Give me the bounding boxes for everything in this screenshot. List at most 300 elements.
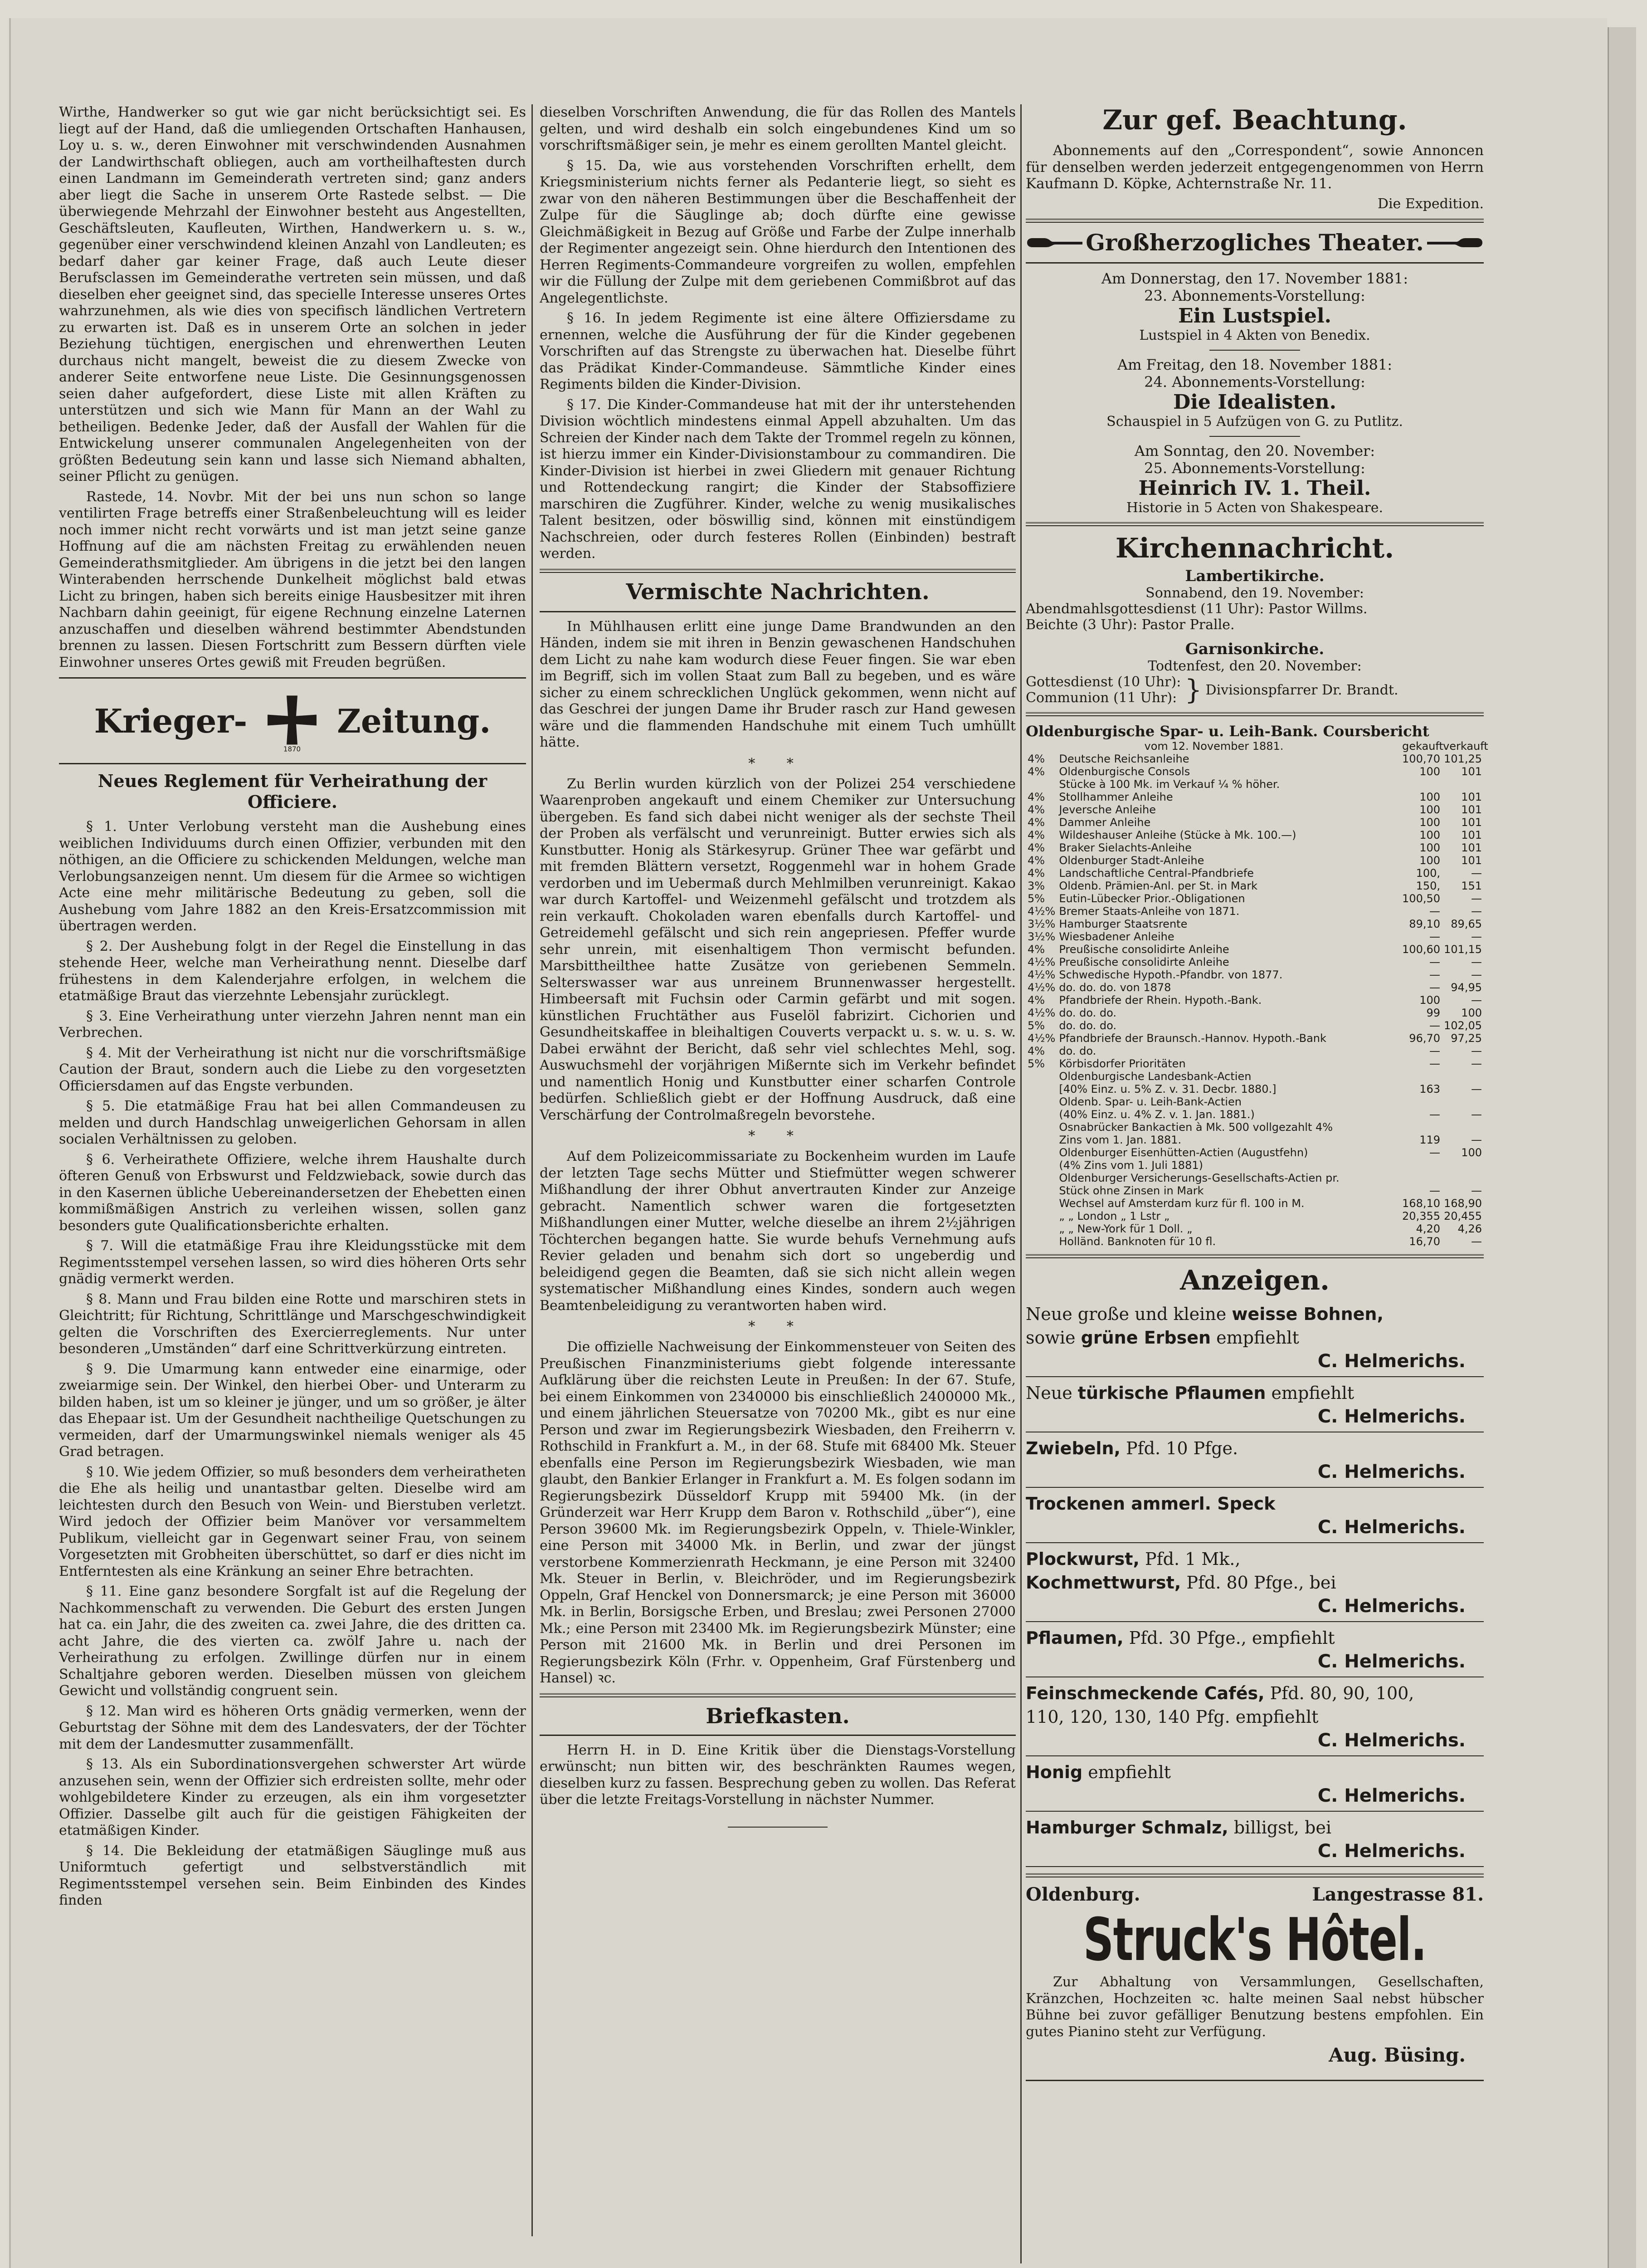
hotel-street: Langestrasse 81. — [1312, 1884, 1484, 1905]
ad-merchant: C. Helmerichs. — [1317, 1730, 1466, 1751]
bank-sold: — — [1471, 968, 1482, 981]
column-rule — [531, 104, 533, 2236]
bank-sold: 89,65 — [1451, 918, 1482, 930]
bank-sold: 4,26 — [1457, 1222, 1482, 1235]
bank-bought: 99 — [1426, 1007, 1441, 1019]
bank-rate: 4% — [1028, 803, 1045, 816]
kirchen-title: Kirchennachricht. — [1115, 533, 1394, 564]
bank-row — [1026, 803, 1484, 816]
bank-sold: 100 — [1461, 1146, 1482, 1159]
bank-row — [1026, 1222, 1484, 1235]
bank-security: Jeversche Anleihe — [1059, 803, 1156, 816]
bank-security: Preußische consolidirte Anleihe — [1059, 943, 1229, 956]
bank-rate — [1026, 1121, 1057, 1134]
bank-sold: 101,15 — [1444, 943, 1482, 956]
reglement-paragraph: § 10. Wie jedem Offizier, so muß besonders dem verheiratheten die Ehe als heilig und unantastbar gelten. Dieselbe wird am leichtesten durch den Besuch von Wein- und Bierstuben verletzt. Wird jedoch der Offizier beim Manöver vor versammeltem Publikum, vielleicht gar in Gegenwart seiner Frau, von seinem Vorgesetzten mit Grobheiten überschüttet, so darf er dies nicht im Entferntesten als eine Kränkung an seiner Ehre betrachten. — [59, 1464, 526, 1579]
ad-block — [1026, 1812, 1484, 1867]
bank-row — [1026, 1184, 1484, 1197]
bank-row — [1026, 1070, 1484, 1083]
cross-year: 1870 — [283, 745, 301, 753]
bank-security: Wechsel auf Amsterdam kurz für fl. 100 in M. — [1059, 1197, 1305, 1210]
ad-post: empfiehlt — [1271, 1383, 1355, 1403]
separator-stars: * * — [748, 1128, 807, 1144]
theater-show — [1026, 270, 1484, 343]
ad-line — [1026, 1493, 1484, 1514]
bank-rate: 4½% — [1028, 956, 1056, 968]
bank-rate: 4½% — [1028, 981, 1056, 994]
bank-bought: 96,70 — [1409, 1032, 1441, 1045]
bank-bought — [1400, 1070, 1442, 1083]
bank-rate: 5% — [1028, 1019, 1045, 1032]
bank-rate — [1026, 1172, 1057, 1184]
bank-security: Pfandbriefe der Rhein. Hypoth.-Bank. — [1059, 994, 1262, 1007]
reglement-paragraph: § 13. Als ein Subordinationsvergehen schwerster Art würde anzusehen sein, wenn der Offizier sich erdreisten sollte, mehr oder wohlgebildetere Kinder zu erzeugen, als ein ihm vorgesetzter Offizier. Dasselbe gilt auch für die geistigen Fähigkeiten der etatmäßigen Kinder. — [59, 1756, 526, 1838]
divider — [540, 1735, 1016, 1736]
ad-line — [1026, 1817, 1484, 1838]
show-title: Heinrich IV. 1. Theil. — [1138, 477, 1371, 500]
bank-rate: 4½% — [1028, 1007, 1056, 1019]
bank-row — [1026, 1019, 1484, 1032]
bank-rate — [1026, 1083, 1057, 1095]
divider — [1026, 712, 1484, 716]
bank-bought: 100 — [1419, 803, 1441, 816]
bank-sold: — — [1471, 930, 1482, 943]
show-date: Am Sonntag, den 20. November: — [1134, 442, 1375, 459]
ad-product: Zwiebeln, — [1026, 1438, 1121, 1458]
briefkasten-text: Herrn H. in D. Eine Kritik über die Dienstags-Vorstellung erwünscht; nun bitten wir, des beschränkten Raumes wegen, dieselben kurz zu fassen. Besprechung geben zu wollen. Das Referat über die letzte Freitags-Vorstellung in nächster Nummer. — [540, 1742, 1016, 1808]
bank-rate: 4% — [1028, 816, 1045, 829]
ad-line — [1026, 1304, 1484, 1325]
bank-date: vom 12. November 1881. — [1144, 740, 1284, 753]
ad-merchant: C. Helmerichs. — [1317, 1841, 1466, 1862]
ad-merchant: C. Helmerichs. — [1317, 1596, 1466, 1617]
bank-rate: 4% — [1028, 943, 1045, 956]
bank-row — [1026, 753, 1484, 765]
bank-rate: 4% — [1028, 829, 1045, 841]
bank-bought — [1400, 1121, 1442, 1134]
bank-row — [1026, 1083, 1484, 1095]
bank-rate — [1026, 1235, 1057, 1248]
garnison-block: Gottesdienst (10 Uhr): Communion (11 Uhr): } Divisionspfarrer Dr. Brandt. — [1026, 674, 1398, 706]
ad-pre: Neue große und kleine — [1026, 1304, 1227, 1324]
bank-row — [1026, 930, 1484, 943]
bank-col-bought: gekauft — [1402, 740, 1443, 753]
bank-row — [1026, 1134, 1484, 1146]
bank-sold: 101 — [1461, 841, 1482, 854]
garnison-line: Gottesdienst (10 Uhr): — [1026, 674, 1181, 690]
show-desc: Schauspiel in 5 Aufzügen von G. zu Putlitz. — [1106, 414, 1403, 430]
bank-sold — [1442, 1172, 1484, 1184]
article-title: Neues Reglement für Verheirathung der Officiere. — [97, 771, 487, 812]
ad-block — [1026, 1377, 1484, 1432]
bank-security: do. do. do. von 1878 — [1059, 981, 1171, 994]
iron-cross-icon — [258, 687, 326, 755]
bank-sold: — — [1471, 1045, 1482, 1057]
bank-security: Dammer Anleihe — [1059, 816, 1151, 829]
bank-rate — [1026, 1134, 1057, 1146]
bank-rate: 4% — [1028, 854, 1045, 867]
bank-rate — [1026, 1210, 1057, 1222]
bank-bought: — — [1429, 905, 1441, 918]
bank-security: Oldenburger Versicherungs-Gesellschafts-Actien pr. — [1059, 1172, 1340, 1184]
bank-bought: 168,10 — [1402, 1197, 1441, 1210]
bank-bought: 150, — [1416, 880, 1441, 892]
bank-bought — [1400, 1095, 1442, 1108]
krieger-zeitung-header — [59, 687, 526, 755]
bank-bought: — — [1429, 930, 1441, 943]
reglement-paragraph: § 4. Mit der Verheirathung ist nicht nur die vorschriftsmäßige Caution der Braut, sondern auch die Liebe zu den vorgesetzten Officiersdamen auf das Engste verbunden. — [59, 1045, 526, 1094]
bank-security: Oldenb. Spar- u. Leih-Bank-Actien — [1059, 1095, 1242, 1108]
bank-security: Wiesbadener Anleihe — [1059, 930, 1174, 943]
divider — [1026, 1873, 1484, 1877]
bank-course-table — [1026, 753, 1484, 1248]
bank-row — [1026, 1032, 1484, 1045]
reglement-continued — [540, 104, 1016, 562]
bank-row — [1026, 1172, 1484, 1184]
divider — [1026, 262, 1484, 264]
hotel-text: Zur Abhaltung von Versammlungen, Gesellschaften, Kränzchen, Hochzeiten ꝛc. halte meinen Saal nebst hübscher Bühne bei zuvor gefälliger Benutzung bestens empfohlen. Ein gutes Pianino steht zur Verfügung. — [1026, 1974, 1484, 2040]
divider — [540, 569, 1016, 573]
show-abo: 24. Abonnements-Vorstellung: — [1144, 373, 1365, 391]
bank-sold: — — [1471, 867, 1482, 880]
bank-sold: 151 — [1461, 880, 1482, 892]
bank-security: do. do. — [1059, 1045, 1096, 1057]
theater-show — [1026, 356, 1484, 430]
bank-bought: — — [1429, 956, 1441, 968]
bank-security: Körbisdorfer Prioritäten — [1059, 1057, 1186, 1070]
ad-product: grüne Erbsen — [1081, 1328, 1211, 1348]
ad-post: Pfd. 1 Mk., — [1145, 1549, 1241, 1569]
bank-row — [1026, 791, 1484, 803]
bank-row — [1026, 854, 1484, 867]
bank-bought: 100 — [1419, 816, 1441, 829]
ad-block — [1026, 1756, 1484, 1812]
bank-sold: 97,25 — [1451, 1032, 1482, 1045]
reglement-paragraph: § 3. Eine Verheirathung unter vierzehn Jahren nennt man ein Verbrechen. — [59, 1008, 526, 1041]
beachtung-text: Abonnements auf den „Correspondent“, sowie Annoncen für denselben werden jederzeit entgegengenommen von Herrn Kaufmann D. Köpke, Achternstraße Nr. 11. — [1026, 142, 1484, 192]
ad-line — [1026, 1683, 1484, 1704]
separator-stars: * * — [748, 755, 807, 772]
bank-bought: 100,70 — [1402, 753, 1441, 765]
ad-product: Kochmettwurst, — [1026, 1573, 1181, 1593]
bank-sold — [1442, 1070, 1484, 1083]
bank-security: (40% Einz. u. 4% Z. v. 1. Jan. 1881.) — [1059, 1108, 1255, 1121]
column-1 — [59, 104, 526, 1913]
bank-rate — [1026, 1159, 1057, 1172]
bank-row — [1026, 943, 1484, 956]
ad-pre: Neue — [1026, 1383, 1072, 1403]
ad-post: Pfd. 80, 90, 100, — [1270, 1683, 1414, 1703]
bank-bought: 20,355 — [1402, 1210, 1441, 1222]
bank-security: Stück ohne Zinsen in Mark — [1059, 1184, 1204, 1197]
bank-bought: — — [1429, 1019, 1441, 1032]
bank-bought: — — [1429, 981, 1441, 994]
bank-sold: 101 — [1461, 765, 1482, 778]
ad-post: Pfd. 80 Pfge., bei — [1186, 1573, 1336, 1593]
advertisements — [1026, 1298, 1484, 1867]
garnison-title: Garnisonkirche. — [1185, 640, 1325, 658]
news-item: Auf dem Polizeicommissariate zu Bockenheim wurden im Laufe der letzten Tage sechs Mütter und Stiefmütter wegen schwerer Mißhandlung der ihrer Obhut anvertrauten Kinder zur Anzeige gebracht. Namentlich schwer waren die fortgesetzten Mißhandlungen einer Mutter, welche dieselbe an ihrem 2½jährigen Töchterchen begangen hatte. Sie wurde behufs Vernehmung aufs Revier geladen und benahm sich dort so ungeberdig und beleidigend gegen die Beamten, daß sie sich nicht allein wegen systematischer Mißhandlung eines Kindes, sondern auch wegen Beamtenbeleidigung zu verantworten haben wird. — [540, 1149, 1016, 1314]
bank-row — [1026, 1146, 1484, 1159]
lamberti-line: Beichte (3 Uhr): Pastor Pralle. — [1026, 617, 1235, 633]
ad-line — [1026, 1706, 1484, 1727]
bank-row — [1026, 880, 1484, 892]
hotel-header — [1026, 1884, 1484, 1905]
bank-security: Preußische consolidirte Anleihe — [1059, 956, 1229, 968]
bank-sold — [1442, 1159, 1484, 1172]
reglement-paragraph: § 15. Da, wie aus vorstehenden Vorschriften erhellt, dem Kriegsministerium nichts ferner als Pedanterie liegt, so sieht es zwar von den näheren Bestimmungen über die Beschaffenheit der Zulpe für die Säuglinge ab; doch dürfte eine gewisse Gleichmäßigkeit in Bezug auf Größe und Farbe der Zulpe innerhalb der Regimenter angezeigt sein. Ohne hierdurch den Intentionen des Herren Regiments-Commandeure vorgreifen zu wollen, empfehlen wir die Füllung der Zulpe mit dem geriebenen Commißbrot auf das Angelegentlichste. — [540, 157, 1016, 306]
bank-row — [1026, 1095, 1484, 1108]
ad-post: Pfd. 10 Pfge. — [1126, 1438, 1238, 1458]
reglement-paragraph: § 11. Eine ganz besondere Sorgfalt ist auf die Regelung der Nachkommenschaft zu verwenden. Die Geburt des ersten Jungen hat ca. ein Jahr, die des zweiten ca. zwei Jahre, die des dritten ca. acht Jahre, die des vierten ca. zwölf Jahre u. nach der Verheirathung zu erfolgen. Zwillinge dürfen nur in einem Schaltjahre geboren werden. Dieselben müssen von gleichem Gewicht und vollständig congruent sein. — [59, 1584, 526, 1699]
bank-security: [40% Einz. u. 5% Z. v. 31. Decbr. 1880.] — [1059, 1083, 1277, 1095]
reglement-paragraph: § 14. Die Bekleidung der etatmäßigen Säuglinge muß aus Uniformtuch gefertigt und selbstverständlich mit Regimentsstempel versehen sein. Beim Einbinden des Kindes finden — [59, 1843, 526, 1908]
show-date: Am Freitag, den 18. November 1881: — [1117, 356, 1393, 373]
article-text: Wirthe, Handwerker so gut wie gar nicht berücksichtigt sei. Es liegt auf der Hand, daß die umliegenden Ortschaften Hanhausen, Loy u. s. w., deren Einwohner mit verschwindenden Ausnahmen der Landwirthschaft obliegen, auch am vortheilhaftesten durch einen Landmann im Gemeinderath vertreten sind; ganz anders aber liegt die Sache in unserem Orte Rastede selbst. — Die überwiegende Mehrzahl der Einwohner besteht aus Angestellten, Geschäftsleuten, Kaufleuten, Wirthen, Handwerkern u. s. w., gegenüber einer verschwindend kleinen Anzahl von Landleuten; es bedarf daher gar keiner Frage, daß auch Leute dieser Berufsclassen im Gemeinderathe vertreten sein müssen, und daß dieselben eher geeignet sind, das specielle Interesse unseres Ortes wahrzunehmen, als wie dies von specifisch ländlichen Vertretern zu erwarten ist. Daß es in unserem Orte an solchen in jeder Beziehung tüchtigen, energischen und ehrenwerthen Leuten durchaus nicht mangelt, beweist die zu diesem Zwecke von anderer Seite entworfene neue Liste. Die Gesinnungsgenossen seien daher aufgefordert, diese Liste mit allen Kräften zu unterstützen und sich wie Mann für Mann an der Wahl zu betheiligen. Bedenke Jeder, daß der Ausfall der Wahlen für die Entwickelung unserer communalen Angelegenheiten von der größten Bedeutung sein kann und lasse sich Niemand abhalten, seiner Pflicht zu genügen. — [59, 104, 526, 484]
divider — [540, 1693, 1016, 1697]
bank-rate — [1026, 1222, 1057, 1235]
krieger-right: Zeitung. — [337, 701, 491, 740]
bank-security: Deutsche Reichsanleihe — [1059, 753, 1189, 765]
bank-sold — [1442, 1121, 1484, 1134]
bank-sold: — — [1471, 1134, 1482, 1146]
bank-bought — [1400, 1172, 1442, 1184]
theater-program — [1026, 270, 1484, 516]
reglement-paragraph: § 17. Die Kinder-Commandeuse hat mit der ihr unterstehenden Division wöchtlich mindestens einmal Appell abzuhalten. Um das Schreien der Kinder nach dem Takte der Trommel regeln zu können, ist hierzu immer ein Kinder-Divisionstambour zu commandiren. Die Kinder-Division ist hierbei in zwei Gliedern mit genauer Richtung und Rottendeckung rangirt; die Kinder der Stabsoffiziere marschiren die Zugführer. Kinder, welche zu wenig musikalisches Talent besitzen, oder böswillig sind, können mit einstündigem Nachschreien, oder durch festeres Rollen (Einbinden) bestraft werden. — [540, 396, 1016, 562]
garnison-line: Communion (11 Uhr): — [1026, 690, 1177, 706]
bank-row — [1026, 994, 1484, 1007]
bank-security: Braker Sielachts-Anleihe — [1059, 841, 1192, 854]
bank-security: Oldenb. Prämien-Anl. per St. in Mark — [1059, 880, 1258, 892]
bank-rate — [1026, 1108, 1057, 1121]
divider — [59, 677, 526, 679]
bank-row — [1026, 892, 1484, 905]
bank-security: Schwedische Hypoth.-Pfandbr. von 1877. — [1059, 968, 1283, 981]
ad-product: Plockwurst, — [1026, 1549, 1140, 1569]
reglement-paragraphs — [59, 819, 526, 1909]
expedition: Die Expedition. — [1377, 196, 1484, 212]
ad-merchant: C. Helmerichs. — [1317, 1406, 1466, 1427]
bank-sold: 101 — [1461, 791, 1482, 803]
show-desc: Lustspiel in 4 Akten von Benedix. — [1139, 327, 1370, 343]
bank-row — [1026, 956, 1484, 968]
article-rastede: Rastede, 14. Novbr. Mit der bei uns nun schon so lange ventilirten Frage betreffs einer Straßenbeleuchtung will es leider noch immer nicht recht vorwärts und ist man jetzt seine ganze Hoffnung auf die am nächsten Freitag zu erwählenden neuen Gemeinderathsmitglieder. Am übrigens in die jetzt bei den langen Winterabenden herrschende Dunkelheit möglichst bald etwas Licht zu bringen, haben sich bereits einige Hausbesitzer mit ihren Nachbarn dahin geeinigt, für eigene Rechnung einzelne Laternen anzuschaffen und dieselben während bestimmter Abendstunden brennen zu lassen. Diesen Fortschritt zum Bessern dürften viele Einwohner unseres Ortes gewiß mit Freuden begrüßen. — [59, 489, 526, 670]
reglement-paragraph: § 1. Unter Verlobung versteht man die Aushebung eines weiblichen Individuums durch einen Offizier, verbunden mit den nöthigen, an die Officiere zu schickenden Meldungen, welche man Verlobungsanzeigen nennt. Um diesem für die Armee so wichtigen Acte eine mehr militärische Bedeutung zu geben, soll die Aushebung vom Jahre 1882 an den Kreis-Ersatzcommission mit übertragen werden. — [59, 819, 526, 934]
bank-sold: — — [1471, 1057, 1482, 1070]
bank-bought: 100 — [1419, 765, 1441, 778]
bank-subheader — [1026, 740, 1488, 753]
bank-title: Oldenburgische Spar- u. Leih-Bank. Coursbericht — [1026, 723, 1429, 740]
bank-row — [1026, 778, 1484, 791]
bank-rate: 3½% — [1028, 930, 1056, 943]
ad-product: Honig — [1026, 1762, 1083, 1782]
bank-sold — [1442, 1095, 1484, 1108]
reglement-paragraph: § 6. Verheirathete Offiziere, welche ihrem Haushalte durch öfteren Genuß von Erbswurst und Feldzwieback, sowie durch das in den Kasernen übliche Uebereinandersetzen der Ehebetten einen kommißmäßigen Anstrich zu verleihen wissen, sollen ganz besonders gute Qualificationsberichte erhalten. — [59, 1151, 526, 1234]
bank-sold: 101 — [1461, 803, 1482, 816]
bank-sold: — — [1471, 892, 1482, 905]
bank-sold: 94,95 — [1451, 981, 1482, 994]
bank-security: „ „ New-York für 1 Doll. „ — [1059, 1222, 1193, 1235]
reglement-paragraph: § 12. Man wird es höheren Orts gnädig vermerken, wenn der Geburtstag der Söhne mit dem des Landesvaters, der der Töchter mit dem der Landesmutter zusammenfällt. — [59, 1703, 526, 1752]
bank-security: do. do. do. — [1059, 1019, 1116, 1032]
bank-bought: 89,10 — [1409, 918, 1441, 930]
news-item: Zu Berlin wurden kürzlich von der Polizei 254 verschiedene Waarenproben angekauft und einem Chemiker zur Untersuchung übergeben. Es fand sich dabei nicht weniger als der sechste Theil der Proben als verfälscht und verunreinigt. Butter erwies sich als Kunstbutter. Honig als Stärkesyrup. Grüner Thee war gefärbt und mit fremden Blättern versetzt, Roggenmehl war in hohem Grade verdorben und im Uebermaß durch Mehlmilben verunreinigt. Kakao war durch Kartoffel- und Weizenmehl gefälscht und trotzdem als rein verkauft. Chokoladen waren ebenfalls durch Kartoffel- und Getreidemehl gefälscht und sich rein angepriesen. Pfeffer wurde sehr unrein, mit eisenhaltigem Thon vermischt befunden. Marsbittheilthee hatte Zusätze von geriebenen Semmeln. Selterswasser war aus unreinem Brunnenwasser hergestellt. Himbeersaft mit Fuchsin oder Carmin gefärbt und mit sogen. künstlichen Fruchtäther aus Fuselöl fabrizirt. Cichorien und Gesundheitskaffee in bleihaltigen Couverts verpackt u. s. w. u. s. w. Dabei erwähnt der Bericht, daß sehr viel schlechtes Mehl, sog. Auswuchsmehl der vorjährigen Mißernte sich im Verkehr befindet und namentlich Honig und Kunstbutter einer scharfen Controle bedürfen. Schließlich giebt er der Hoffnung Ausdruck, daß eine Verschärfung der Controlmaßregeln bevorstehe. — [540, 776, 1016, 1123]
ad-merchant: C. Helmerichs. — [1317, 1461, 1466, 1482]
lamberti-line: Abendmahlsgottesdienst (11 Uhr): Pastor Willms. — [1026, 601, 1368, 617]
bank-row — [1026, 1210, 1484, 1222]
bank-security: Oldenburger Eisenhütten-Actien (Augustfehn) — [1059, 1146, 1308, 1159]
reglement-paragraph: § 8. Mann und Frau bilden eine Rotte und marschiren stets in Gleichtritt; für Richtung, Schrittlänge und Marschgeschwindigkeit gelten die Vorschriften des Exercierreglements. Nur unter besonderen „Umständen“ darf eine Schrittverkürzung eintreten. — [59, 1291, 526, 1357]
bank-row — [1026, 1108, 1484, 1121]
bank-rate: 4½% — [1028, 1032, 1056, 1045]
bank-row — [1026, 765, 1484, 778]
hotel-name: Struck's Hôtel. — [1083, 1905, 1427, 1974]
ad-merchant: C. Helmerichs. — [1317, 1517, 1466, 1538]
bank-security: Landschaftliche Central-Pfandbriefe — [1059, 867, 1254, 880]
divider — [1026, 2080, 1484, 2081]
ad-post: Pfd. 30 Pfge., empfiehlt — [1129, 1628, 1335, 1648]
theater-title: Großherzogliches Theater. — [1086, 229, 1424, 256]
bank-row — [1026, 1057, 1484, 1070]
ad-block — [1026, 1488, 1484, 1543]
divider — [1026, 522, 1484, 526]
bank-security: (4% Zins vom 1. Juli 1881) — [1059, 1159, 1203, 1172]
ad-pre: 110, 120, 130, 140 Pfg. empfiehlt — [1026, 1707, 1319, 1727]
divider — [1026, 1254, 1484, 1258]
bank-security: Bremer Staats-Anleihe von 1871. — [1059, 905, 1240, 918]
bank-row — [1026, 981, 1484, 994]
bank-rate: 3½% — [1028, 918, 1056, 930]
end-rule — [728, 1827, 828, 1828]
bank-rate: 5% — [1028, 892, 1045, 905]
news-item: Die offizielle Nachweisung der Einkommensteuer von Seiten des Preußischen Finanzministeriums giebt folgende interessante Aufklärung über die reichsten Leute in Preußen: In der 67. Stufe, bei einem Einkommen von 2340000 bis einschließlich 2400000 Mk., und einem jährlichen Steuersatze von 70200 Mk., gibt es nur eine Person und zwar im Regierungsbezirk Wiesbaden, den Freiherrn v. Rothschild in Frankfurt a. M., in der 68. Stufe mit 68400 Mk. Steuer ebenfalls eine Person im Regierungsbezirk Wiesbaden, wie man glaubt, den Bankier Erlanger in Frankfurt a. M. Es folgen sodann im Regierungsbezirk Düsseldorf Krupp mit 59400 Mk. (in der Gründerzeit war Herr Krupp dem Baron v. Rothschild „über“), eine Person 39600 Mk. im Regierungsbezirk Oppeln, v. Thiele-Winkler, eine Person mit 34000 Mk. in Berlin, und zwar der jüngst verstorbene Kommerzienrath Heckmann, je eine Person mit 32400 Mk. Steuer in Berlin, v. Bleichröder, und im Regierungsbezirk Oppeln, Graf Henckel von Donnersmarck; je eine Person mit 36000 Mk. in Berlin, Borsigsche Erben, und Breslau; zwei Personen 27000 Mk.; eine Person mit 23400 Mk. im Regierungsbezirk Münster; eine Person mit 21600 Mk. in Berlin und drei Personen im Regierungsbezirk Köln (Frhr. v. Oppenheim, Graf Fürstenberg und Hansel) ꝛc. — [540, 1339, 1016, 1686]
reglement-paragraph: § 7. Will die etatmäßige Frau ihre Kleidungsstücke mit dem Regimentsstempel versehen lassen, so wird dies höheren Orts sehr gnädig vermerkt werden. — [59, 1238, 526, 1287]
ad-product: Pflaumen, — [1026, 1628, 1124, 1648]
bank-bought: — — [1429, 1184, 1441, 1197]
anzeigen-title: Anzeigen. — [1180, 1265, 1330, 1296]
show-title: Die Idealisten. — [1173, 391, 1336, 414]
bank-row — [1026, 968, 1484, 981]
ad-block — [1026, 1677, 1484, 1756]
bank-bought: 16,70 — [1409, 1235, 1441, 1248]
bank-sold: — — [1471, 1083, 1482, 1095]
bank-bought — [1400, 1159, 1442, 1172]
show-abo: 25. Abonnements-Vorstellung: — [1144, 459, 1365, 477]
bank-security: Hamburger Staatsrente — [1059, 918, 1188, 930]
krieger-left: Krieger- — [94, 701, 248, 740]
reglement-paragraph: § 5. Die etatmäßige Frau hat bei allen Commandeusen zu melden und durch Handschlag unweigerlichen Gehorsam in allen socialen Verhältnissen zu geloben. — [59, 1098, 526, 1147]
bank-bought: 119 — [1419, 1134, 1441, 1146]
bank-sold: 101 — [1461, 854, 1482, 867]
ad-product: Trockenen ammerl. Speck — [1026, 1494, 1276, 1514]
ad-line — [1026, 1762, 1484, 1783]
bank-security: Osnabrücker Bankactien à Mk. 500 vollgezahlt 4% — [1059, 1121, 1333, 1134]
bank-rate: 5% — [1028, 1057, 1045, 1070]
bank-rate: 4% — [1028, 994, 1045, 1007]
bank-row — [1026, 867, 1484, 880]
bank-bought: 100 — [1419, 854, 1441, 867]
bank-sold: — — [1471, 956, 1482, 968]
bank-sold: — — [1471, 1184, 1482, 1197]
bank-row — [1026, 1045, 1484, 1057]
vermischte-title: Vermischte Nachrichten. — [626, 579, 930, 605]
bank-sold: 20,455 — [1444, 1210, 1482, 1222]
ad-block — [1026, 1298, 1484, 1377]
ad-product: Feinschmeckende Cafés, — [1026, 1683, 1265, 1703]
lamberti-title: Lambertikirche. — [1185, 567, 1325, 585]
bank-security: Zins vom 1. Jan. 1881. — [1059, 1134, 1182, 1146]
hotel-city: Oldenburg. — [1026, 1884, 1140, 1905]
ad-post: empfiehlt — [1088, 1762, 1171, 1782]
bank-rate: 4½% — [1028, 905, 1056, 918]
divider — [540, 611, 1016, 612]
divider — [1209, 436, 1300, 437]
bank-rate — [1026, 1146, 1057, 1159]
ad-line — [1026, 1628, 1484, 1648]
bank-rate: 4% — [1028, 1045, 1045, 1057]
bank-rate: 4% — [1028, 765, 1045, 778]
bank-security: do. do. do. — [1059, 1007, 1116, 1019]
ad-line — [1026, 1438, 1484, 1459]
bank-rate — [1026, 778, 1057, 791]
ad-block — [1026, 1432, 1484, 1488]
separator-stars: * * — [748, 1319, 807, 1334]
bank-row — [1026, 1007, 1484, 1019]
bank-sold: 102,05 — [1444, 1019, 1482, 1032]
bank-bought: — — [1429, 968, 1441, 981]
bank-row — [1026, 1235, 1484, 1248]
ad-line — [1026, 1383, 1484, 1403]
bank-row — [1026, 918, 1484, 930]
bank-bought: 100, — [1416, 867, 1441, 880]
bank-row — [1026, 816, 1484, 829]
bank-sold: 168,90 — [1444, 1197, 1482, 1210]
bank-security: Oldenburgische Consols — [1059, 765, 1190, 778]
reglement-paragraph: § 9. Die Umarmung kann entweder eine einarmige, oder zweiarmige sein. Der Winkel, den hierbei Ober- und Unterarm zu bilden haben, ist um so kleiner je jünger, und um so größer, je älter das Ehepaar ist. Um der Gesundheit nachtheilige Quetschungen zu vermeiden, darf der Umarmungswinkel niemals weniger als 45 Grad betragen. — [59, 1361, 526, 1460]
bank-rate — [1026, 1070, 1057, 1083]
page-edge — [1608, 27, 1636, 2268]
show-date: Am Donnerstag, den 17. November 1881: — [1101, 270, 1408, 287]
bank-row — [1026, 1159, 1484, 1172]
pointing-hand-icon — [1026, 234, 1085, 252]
bank-sold: — — [1471, 1108, 1482, 1121]
bank-rate: 4% — [1028, 753, 1045, 765]
ad-merchant: C. Helmerichs. — [1317, 1651, 1466, 1672]
column-rule — [1020, 104, 1022, 2263]
bank-rate: 4% — [1028, 841, 1045, 854]
divider — [1209, 350, 1300, 351]
bank-bought: 100,60 — [1402, 943, 1441, 956]
beachtung-title: Zur gef. Beachtung. — [1102, 104, 1407, 136]
bank-bought: 4,20 — [1416, 1222, 1441, 1235]
bank-security: Stücke à 100 Mk. im Verkauf ¼ % höher. — [1059, 778, 1280, 791]
ad-line — [1026, 1549, 1484, 1569]
theater-header — [1026, 229, 1484, 256]
bank-sold: 101,25 — [1444, 753, 1482, 765]
garnison-date: Todtenfest, den 20. November: — [1148, 658, 1362, 674]
column-2 — [540, 104, 1016, 1828]
ad-line — [1026, 1572, 1484, 1593]
bank-sold: 101 — [1461, 816, 1482, 829]
briefkasten-title: Briefkasten. — [706, 1703, 850, 1728]
reglement-paragraph: § 2. Der Aushebung folgt in der Regel die Einstellung in das stehende Heer, welche man Verheirathung nennt. Dieselbe darf frühestens in dem Kalenderjahre erfolgen, in welchem die etatmäßige Braut das vierzehnte Lebensjahr zurücklegt. — [59, 938, 526, 1004]
ad-product: Hamburger Schmalz, — [1026, 1818, 1228, 1838]
bank-row — [1026, 829, 1484, 841]
bank-security: Stollhammer Anleihe — [1059, 791, 1173, 803]
bank-sold: — — [1471, 905, 1482, 918]
bank-security: „ „ London „ 1 Lstr „ — [1059, 1210, 1170, 1222]
bank-security: Holländ. Banknoten für 10 fl. — [1059, 1235, 1216, 1248]
